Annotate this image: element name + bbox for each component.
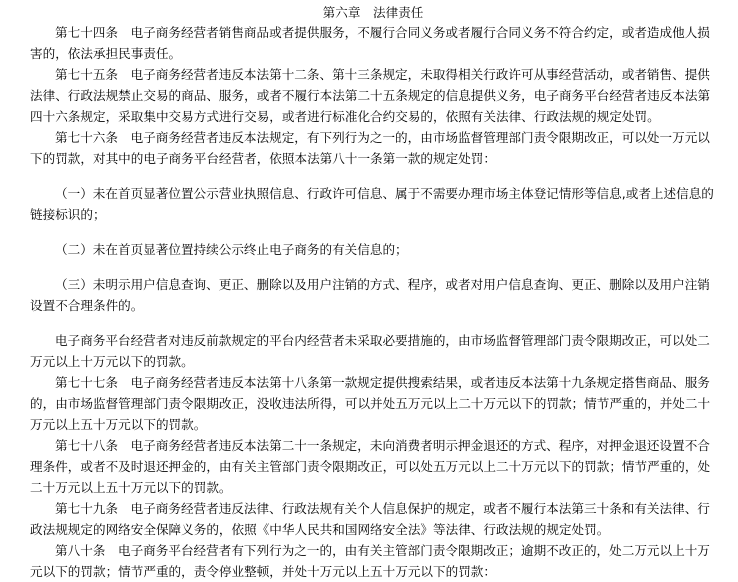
article-77: 第七十七条 电子商务经营者违反本法第十八条第一款规定提供搜索结果，或者违反本法第十九条规定搭售商品、服务的，由市场监督管理部门责令限期改正，没收违法所得，可以并处五万元以上二十万元以下的罚款；情节严重的，并处二十万元以上五十万元以下的罚款。: [30, 375, 711, 432]
article-80: 第八十条 电子商务平台经营者有下列行为之一的，由有关主管部门责令限期改正；逾期不改正的，处二万元以上十万元以下的罚款；情节严重的，责令停业整顿，并处十万元以上五十万元以下的罚款：: [30, 543, 710, 579]
article-76-platform-clause: 电子商务平台经营者对违反前款规定的平台内经营者未采取必要措施的，由市场监督管理部门责令限期改正，可以处二万元以上十万元以下的罚款。: [30, 333, 710, 369]
chapter-title: 第六章 法律责任: [322, 5, 424, 20]
article-74: 第七十四条 电子商务经营者销售商品或者提供服务，不履行合同义务或者履行合同义务不符合约定，或者造成他人损害的，依法承担民事责任。: [30, 25, 710, 61]
article-75: 第七十五条 电子商务经营者违反本法第十二条、第十三条规定，未取得相关行政许可从事经营活动，或者销售、提供法律、行政法规禁止交易的商品、服务，或者不履行本法第二十五条规定的信息提供义务，电子商务平台经营者违反本法第四十六条规定，采取集中交易方式进行交易，或者进行标准化合约交易的，依照有关法律、行政法规的规定处罚。: [30, 67, 711, 124]
article-76-item-2: （二）未在首页显著位置持续公示终止电子商务的有关信息的；: [55, 242, 408, 257]
article-76: 第七十六条 电子商务经营者违反本法规定，有下列行为之一的，由市场监督管理部门责令限期改正，可以处一万元以下的罚款，对其中的电子商务平台经营者，依照本法第八十一条第一款的规定处罚：: [30, 130, 710, 166]
article-76-item-1: （一）未在首页显著位置公示营业执照信息、行政许可信息、属于不需要办理市场主体登记情形等信息,或者上述信息的链接标识的；: [30, 186, 714, 222]
article-79: 第七十九条 电子商务经营者违反法律、行政法规有关个人信息保护的规定，或者不履行本法第三十条和有关法律、行政法规规定的网络安全保障义务的，依照《中华人民共和国网络安全法》等法律、行政法规的规定处罚。: [30, 501, 710, 537]
article-76-item-3: （三）未明示用户信息查询、更正、删除以及用户注销的方式、程序，或者对用户信息查询、更正、删除以及用户注销设置不合理条件的。: [30, 277, 710, 313]
article-78: 第七十八条 电子商务经营者违反本法第二十一条规定，未向消费者明示押金退还的方式、程序，对押金退还设置不合理条件，或者不及时退还押金的，由有关主管部门责令限期改正，可以处五万元以上二十万元以下的罚款；情节严重的，处二十万元以上五十万元以下的罚款。: [30, 438, 711, 495]
